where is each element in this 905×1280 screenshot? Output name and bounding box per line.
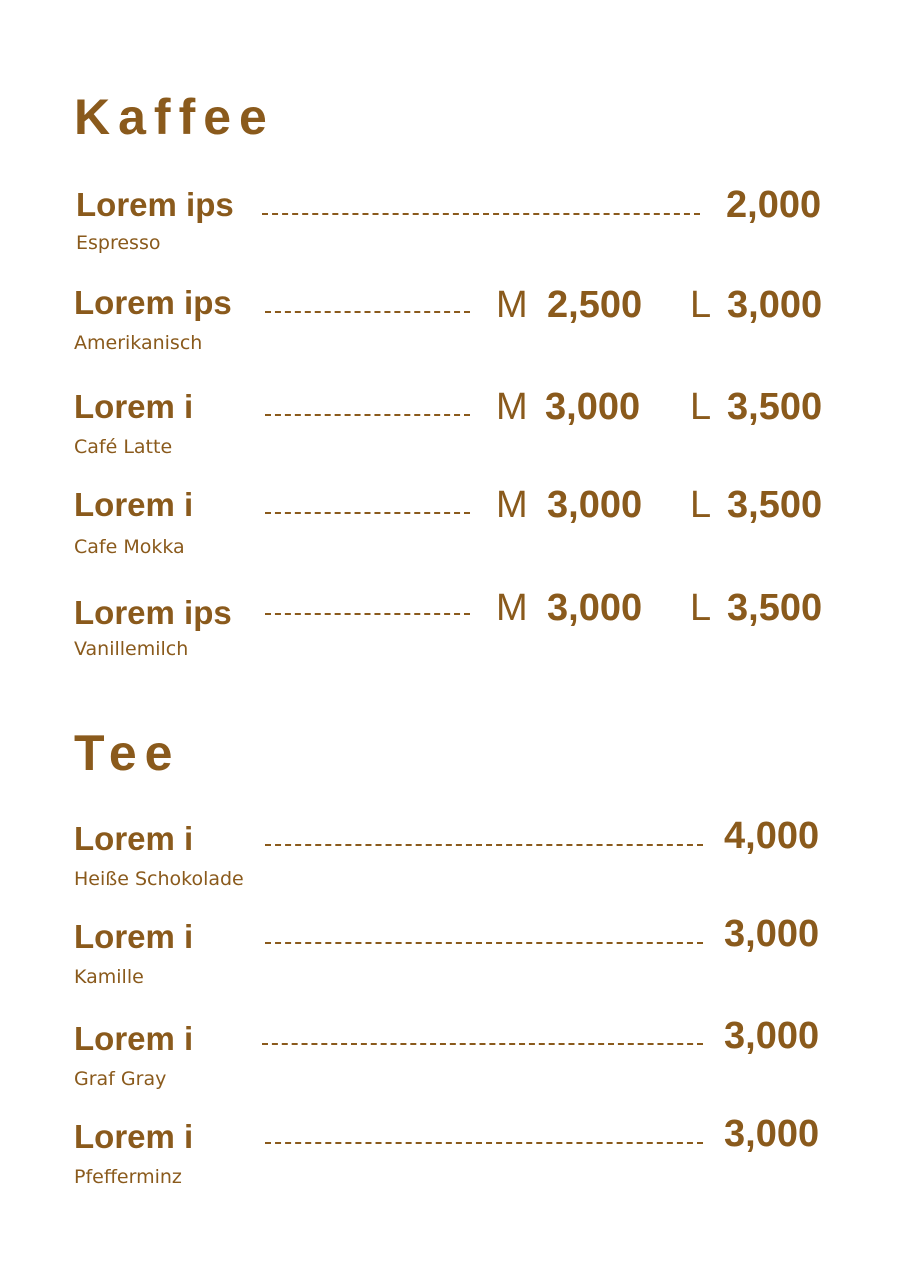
item-name: Lorem i	[74, 820, 194, 857]
item-name: Lorem ips	[74, 594, 232, 631]
item-name: Lorem i	[74, 918, 194, 955]
menu-item-heisse-schokolade	[0, 815, 905, 912]
item-price: 4,000	[724, 815, 820, 857]
item-name: Lorem ips	[74, 284, 232, 321]
size-l-label: L	[690, 386, 712, 428]
price-l: 3,000	[727, 284, 823, 326]
price-m: 3,000	[547, 587, 643, 629]
leader-dots	[265, 311, 470, 313]
item-subtitle: Graf Gray	[74, 1068, 167, 1090]
leader-dots	[265, 942, 703, 944]
menu-item-kamille	[0, 913, 905, 1010]
leader-dots	[262, 1043, 703, 1045]
leader-dots	[265, 844, 703, 846]
price-m: 3,000	[547, 484, 643, 526]
size-m-label: M	[496, 284, 528, 326]
menu-item-amerikanisch	[0, 286, 905, 376]
item-name: Lorem ips	[76, 186, 234, 223]
section-title-tee: Tee	[74, 725, 181, 781]
item-price: 2,000	[726, 184, 822, 226]
item-subtitle: Pfefferminz	[74, 1166, 182, 1188]
item-subtitle: Espresso	[76, 232, 161, 254]
menu-item-espresso	[0, 184, 905, 278]
item-price: 3,000	[724, 1015, 820, 1057]
item-subtitle: Amerikanisch	[74, 332, 203, 354]
price-l: 3,500	[727, 587, 823, 629]
price-l: 3,500	[727, 484, 823, 526]
section-title-kaffee: Kaffee	[74, 89, 275, 145]
item-price: 3,000	[724, 913, 820, 955]
item-subtitle: Cafe Mokka	[74, 536, 185, 558]
menu-item-pfefferminz	[0, 1113, 905, 1210]
price-m: 3,000	[545, 386, 641, 428]
leader-dots	[265, 1142, 703, 1144]
price-l: 3,500	[727, 386, 823, 428]
item-name: Lorem i	[74, 1020, 194, 1057]
size-l-label: L	[690, 284, 712, 326]
size-m-label: M	[496, 587, 528, 629]
menu-item-vanillemilch	[0, 587, 905, 686]
item-subtitle: Kamille	[74, 966, 144, 988]
item-name: Lorem i	[74, 486, 194, 523]
leader-dots	[262, 213, 700, 215]
item-name: Lorem i	[74, 1118, 194, 1155]
menu-item-cafe-mokka	[0, 484, 905, 578]
item-price: 3,000	[724, 1113, 820, 1155]
size-l-label: L	[690, 484, 712, 526]
size-m-label: M	[496, 386, 528, 428]
leader-dots	[265, 512, 470, 514]
size-m-label: M	[496, 484, 528, 526]
size-l-label: L	[690, 587, 712, 629]
item-subtitle: Café Latte	[74, 436, 173, 458]
item-subtitle: Vanillemilch	[74, 638, 189, 660]
price-m: 2,500	[547, 284, 643, 326]
item-name: Lorem i	[74, 388, 194, 425]
leader-dots	[265, 613, 470, 615]
menu-item-graf-gray	[0, 1015, 905, 1112]
menu-item-cafe-latte	[0, 386, 905, 480]
leader-dots	[265, 414, 470, 416]
item-subtitle: Heiße Schokolade	[74, 868, 244, 890]
